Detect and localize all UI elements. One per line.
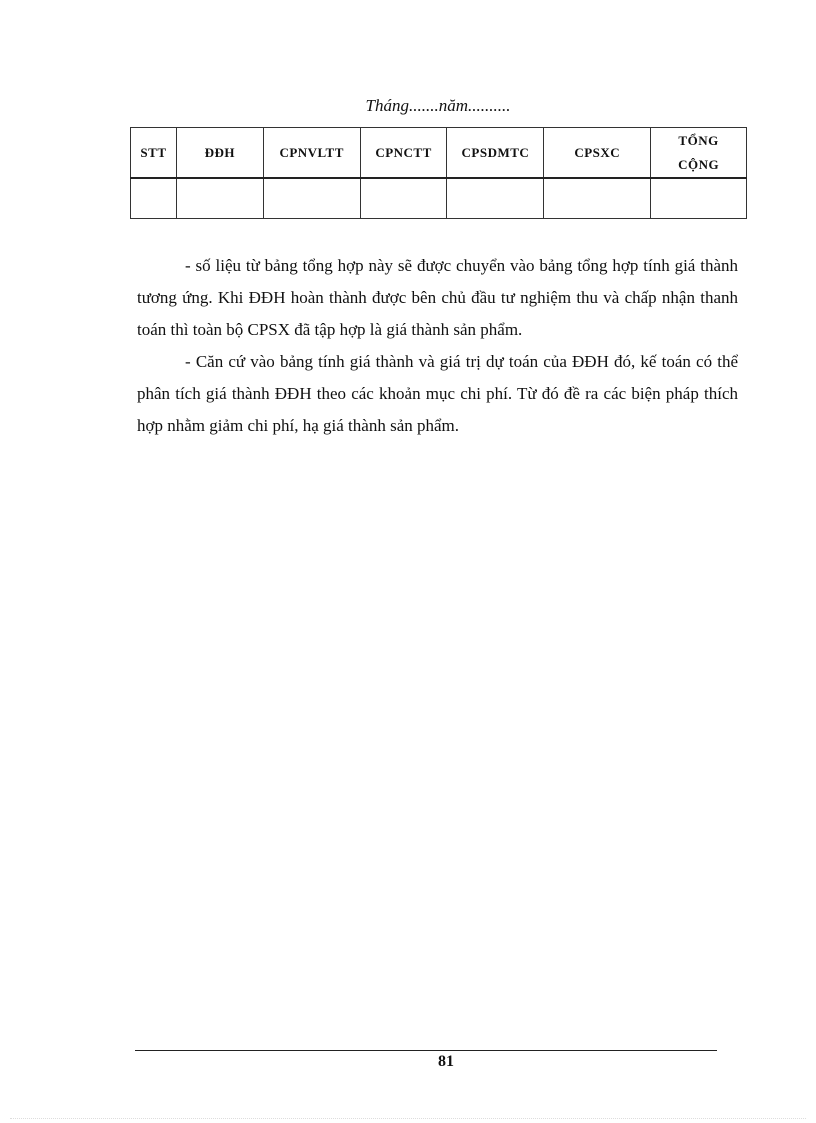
period-line: Tháng.......năm.......... [365, 96, 511, 115]
paragraph: - số liệu từ bảng tổng hợp này sẽ được chuyển vào bảng tổng hợp tính giá thành tương ứng. Khi ĐĐH hoàn thành được bên chủ đầu tư nghiệm thu và chấp nhận thanh toán thì toàn bộ CPSX đã tập hợp là giá thành sản phẩm. [137, 256, 738, 339]
table-header-row [131, 128, 747, 179]
page-bottom-divider [10, 1118, 806, 1119]
page-number: 81 [438, 1053, 454, 1070]
table-cell [360, 178, 447, 219]
table-cell [176, 178, 263, 219]
header-total-line2: CỘNG [678, 156, 720, 172]
header-cpsxc: CPSXC [544, 128, 651, 179]
table-row [131, 178, 747, 219]
table-cell [544, 178, 651, 219]
header-total [651, 128, 747, 179]
table-cell [131, 178, 177, 219]
header-total-line1: TỔNG [678, 132, 719, 148]
header-cpnvltt: CPNVLTT [263, 128, 360, 179]
table-cell [447, 178, 544, 219]
footer-rule [135, 1050, 717, 1051]
cost-summary-table [130, 127, 747, 219]
body-text [137, 250, 738, 442]
table-cell [651, 178, 747, 219]
header-stt: STT [131, 128, 177, 179]
table-cell [263, 178, 360, 219]
paragraph: - Căn cứ vào bảng tính giá thành và giá trị dự toán của ĐĐH đó, kế toán có thể phân tích giá thành ĐĐH theo các khoản mục chi phí. Từ đó đề ra các biện pháp thích hợp nhằm giảm chi phí, hạ giá thành sản phẩm. [137, 352, 738, 435]
header-ddh: ĐĐH [176, 128, 263, 179]
header-cpsdmtc: CPSDMTC [447, 128, 544, 179]
header-cpnctt: CPNCTT [360, 128, 447, 179]
